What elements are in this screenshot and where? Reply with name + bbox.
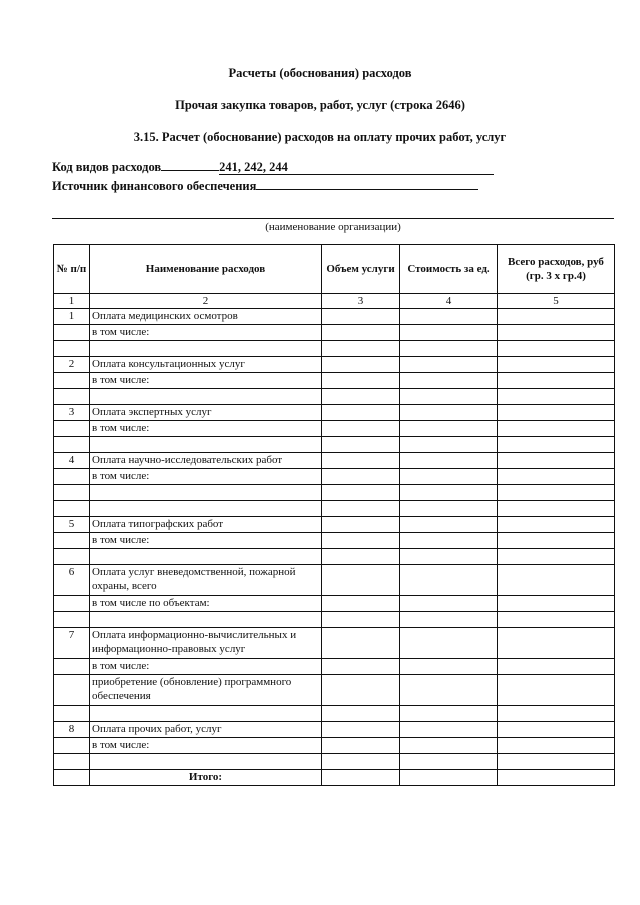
organization-caption: (наименование организации) xyxy=(265,221,401,233)
row-total-cell xyxy=(498,533,615,549)
row-number: 5 xyxy=(54,517,90,533)
table-row xyxy=(54,565,615,596)
row-unit-cost-cell xyxy=(400,325,498,341)
table-row xyxy=(54,309,615,325)
table-row xyxy=(54,453,615,469)
row-volume-cell xyxy=(322,517,400,533)
table-row xyxy=(54,485,615,501)
row-expense-name: Оплата прочих работ, услуг xyxy=(90,722,322,738)
row-volume-cell xyxy=(322,659,400,675)
row-unit-cost-cell xyxy=(400,501,498,517)
row-volume-cell xyxy=(322,405,400,421)
row-expense-name: в том числе: xyxy=(90,325,322,341)
row-expense-name xyxy=(90,389,322,405)
table-row xyxy=(54,373,615,389)
column-number: 1 xyxy=(54,294,90,309)
row-unit-cost-cell xyxy=(400,469,498,485)
row-volume-cell xyxy=(322,309,400,325)
row-total-cell xyxy=(498,738,615,754)
table-row xyxy=(54,325,615,341)
row-unit-cost-cell xyxy=(400,389,498,405)
funding-source-line xyxy=(256,177,478,190)
total-row xyxy=(54,770,615,786)
expense-codes-value: 241, 242, 244 xyxy=(219,161,494,175)
row-expense-name: Оплата медицинских осмотров xyxy=(90,309,322,325)
table-row xyxy=(54,706,615,722)
table-row xyxy=(54,549,615,565)
row-number: 7 xyxy=(54,628,90,659)
row-expense-name: в том числе: xyxy=(90,421,322,437)
table-row xyxy=(54,754,615,770)
row-expense-name: в том числе: xyxy=(90,469,322,485)
row-unit-cost-cell xyxy=(400,485,498,501)
row-number xyxy=(54,754,90,770)
table-row xyxy=(54,517,615,533)
row-unit-cost-cell xyxy=(400,405,498,421)
row-number xyxy=(54,549,90,565)
row-volume-cell xyxy=(322,357,400,373)
row-volume-cell xyxy=(322,501,400,517)
header-total: Всего расходов, руб (гр. 3 х гр.4) xyxy=(498,245,615,294)
row-total-cell xyxy=(498,469,615,485)
row-volume-cell xyxy=(322,533,400,549)
total-volume-cell xyxy=(322,770,400,786)
row-unit-cost-cell xyxy=(400,565,498,596)
row-expense-name: Оплата типографских работ xyxy=(90,517,322,533)
row-expense-name: в том числе: xyxy=(90,533,322,549)
header-expense-name: Наименование расходов xyxy=(90,245,322,294)
table-row xyxy=(54,405,615,421)
row-number xyxy=(54,389,90,405)
row-number xyxy=(54,659,90,675)
row-total-cell xyxy=(498,517,615,533)
row-expense-name: в том числе: xyxy=(90,659,322,675)
row-number xyxy=(54,612,90,628)
row-volume-cell xyxy=(322,421,400,437)
row-total-cell xyxy=(498,754,615,770)
row-unit-cost-cell xyxy=(400,659,498,675)
row-expense-name xyxy=(90,754,322,770)
row-number: 2 xyxy=(54,357,90,373)
column-number: 4 xyxy=(400,294,498,309)
row-total-cell xyxy=(498,659,615,675)
row-expense-name xyxy=(90,549,322,565)
row-unit-cost-cell xyxy=(400,437,498,453)
table-row xyxy=(54,501,615,517)
row-volume-cell xyxy=(322,341,400,357)
row-total-cell xyxy=(498,628,615,659)
row-total-cell xyxy=(498,675,615,706)
expense-codes-gap-line xyxy=(161,170,219,171)
row-total-cell xyxy=(498,405,615,421)
row-total-cell xyxy=(498,325,615,341)
row-unit-cost-cell xyxy=(400,738,498,754)
row-total-cell xyxy=(498,373,615,389)
funding-source-field xyxy=(52,177,478,194)
header-number: № п/п xyxy=(54,245,90,294)
row-volume-cell xyxy=(322,453,400,469)
row-unit-cost-cell xyxy=(400,533,498,549)
row-number: 1 xyxy=(54,309,90,325)
row-volume-cell xyxy=(322,596,400,612)
row-expense-name: Оплата услуг вневедомственной, пожарной охраны, всего xyxy=(90,565,322,596)
row-number xyxy=(54,325,90,341)
row-expense-name: Оплата консультационных услуг xyxy=(90,357,322,373)
row-total-cell xyxy=(498,549,615,565)
row-unit-cost-cell xyxy=(400,596,498,612)
row-number xyxy=(54,469,90,485)
row-expense-name xyxy=(90,341,322,357)
row-total-cell xyxy=(498,357,615,373)
row-unit-cost-cell xyxy=(400,549,498,565)
row-total-cell xyxy=(498,501,615,517)
row-unit-cost-cell xyxy=(400,373,498,389)
row-total-cell xyxy=(498,485,615,501)
row-volume-cell xyxy=(322,675,400,706)
row-volume-cell xyxy=(322,325,400,341)
row-number xyxy=(54,341,90,357)
row-total-cell xyxy=(498,596,615,612)
table-row xyxy=(54,628,615,659)
table-row xyxy=(54,357,615,373)
row-number xyxy=(54,421,90,437)
table-row xyxy=(54,533,615,549)
row-volume-cell xyxy=(322,706,400,722)
total-unit-cost-cell xyxy=(400,770,498,786)
row-total-cell xyxy=(498,421,615,437)
table-row xyxy=(54,389,615,405)
row-expense-name: приобретение (обновление) программного обеспечения xyxy=(90,675,322,706)
row-total-cell xyxy=(498,565,615,596)
table-row xyxy=(54,469,615,485)
table-row xyxy=(54,437,615,453)
row-unit-cost-cell xyxy=(400,628,498,659)
funding-source-label: Источник финансового обеспечения xyxy=(52,179,257,193)
row-total-cell xyxy=(498,722,615,738)
row-total-cell xyxy=(498,453,615,469)
row-number xyxy=(54,501,90,517)
expense-codes-field xyxy=(52,160,494,175)
row-total-cell xyxy=(498,389,615,405)
column-number-row xyxy=(54,294,615,309)
row-unit-cost-cell xyxy=(400,357,498,373)
row-volume-cell xyxy=(322,389,400,405)
row-expense-name: в том числе: xyxy=(90,373,322,389)
row-number: 8 xyxy=(54,722,90,738)
row-number xyxy=(54,373,90,389)
row-unit-cost-cell xyxy=(400,612,498,628)
table-row xyxy=(54,722,615,738)
row-total-cell xyxy=(498,341,615,357)
row-volume-cell xyxy=(322,612,400,628)
document-subtitle: Прочая закупка товаров, работ, услуг (строка 2646) xyxy=(175,98,465,112)
row-volume-cell xyxy=(322,738,400,754)
row-unit-cost-cell xyxy=(400,754,498,770)
table-row xyxy=(54,675,615,706)
row-volume-cell xyxy=(322,754,400,770)
header-unit-cost: Стоимость за ед. xyxy=(400,245,498,294)
row-volume-cell xyxy=(322,373,400,389)
expense-codes-label: Код видов расходов xyxy=(52,160,162,174)
header-volume: Объем услуги xyxy=(322,245,400,294)
row-volume-cell xyxy=(322,722,400,738)
row-volume-cell xyxy=(322,469,400,485)
section-title: 3.15. Расчет (обоснование) расходов на оплату прочих работ, услуг xyxy=(133,130,507,144)
row-expense-name xyxy=(90,612,322,628)
row-number xyxy=(54,437,90,453)
row-expense-name: в том числе: xyxy=(90,738,322,754)
table-header-row xyxy=(54,245,615,294)
table-row xyxy=(54,596,615,612)
table-row xyxy=(54,659,615,675)
table-row xyxy=(54,341,615,357)
row-unit-cost-cell xyxy=(400,309,498,325)
row-unit-cost-cell xyxy=(400,341,498,357)
row-number xyxy=(54,485,90,501)
row-total-cell xyxy=(498,612,615,628)
row-volume-cell xyxy=(322,437,400,453)
row-unit-cost-cell xyxy=(400,453,498,469)
table-row xyxy=(54,738,615,754)
row-expense-name: Оплата научно-исследовательских работ xyxy=(90,453,322,469)
total-sum-cell xyxy=(498,770,615,786)
row-expense-name: Оплата экспертных услуг xyxy=(90,405,322,421)
row-number xyxy=(54,533,90,549)
row-total-cell xyxy=(498,309,615,325)
row-volume-cell xyxy=(322,628,400,659)
row-expense-name xyxy=(90,437,322,453)
row-volume-cell xyxy=(322,549,400,565)
total-number-cell xyxy=(54,770,90,786)
row-number: 3 xyxy=(54,405,90,421)
column-number: 2 xyxy=(90,294,322,309)
row-volume-cell xyxy=(322,485,400,501)
row-total-cell xyxy=(498,706,615,722)
expense-table xyxy=(53,244,615,786)
document-title: Расчеты (обоснования) расходов xyxy=(228,66,412,80)
row-number xyxy=(54,596,90,612)
row-expense-name xyxy=(90,706,322,722)
row-expense-name xyxy=(90,501,322,517)
row-volume-cell xyxy=(322,565,400,596)
row-number xyxy=(54,706,90,722)
column-number: 5 xyxy=(498,294,615,309)
row-unit-cost-cell xyxy=(400,722,498,738)
row-unit-cost-cell xyxy=(400,421,498,437)
row-number xyxy=(54,738,90,754)
table-row xyxy=(54,612,615,628)
row-number: 4 xyxy=(54,453,90,469)
organization-line xyxy=(52,218,614,219)
row-expense-name xyxy=(90,485,322,501)
table-body xyxy=(54,309,615,770)
row-number: 6 xyxy=(54,565,90,596)
column-number: 3 xyxy=(322,294,400,309)
row-number xyxy=(54,675,90,706)
row-unit-cost-cell xyxy=(400,517,498,533)
total-label: Итого: xyxy=(90,770,322,786)
row-unit-cost-cell xyxy=(400,675,498,706)
row-unit-cost-cell xyxy=(400,706,498,722)
table-row xyxy=(54,421,615,437)
row-expense-name: Оплата информационно-вычислительных и информационно-правовых услуг xyxy=(90,628,322,659)
row-expense-name: в том числе по объектам: xyxy=(90,596,322,612)
row-total-cell xyxy=(498,437,615,453)
